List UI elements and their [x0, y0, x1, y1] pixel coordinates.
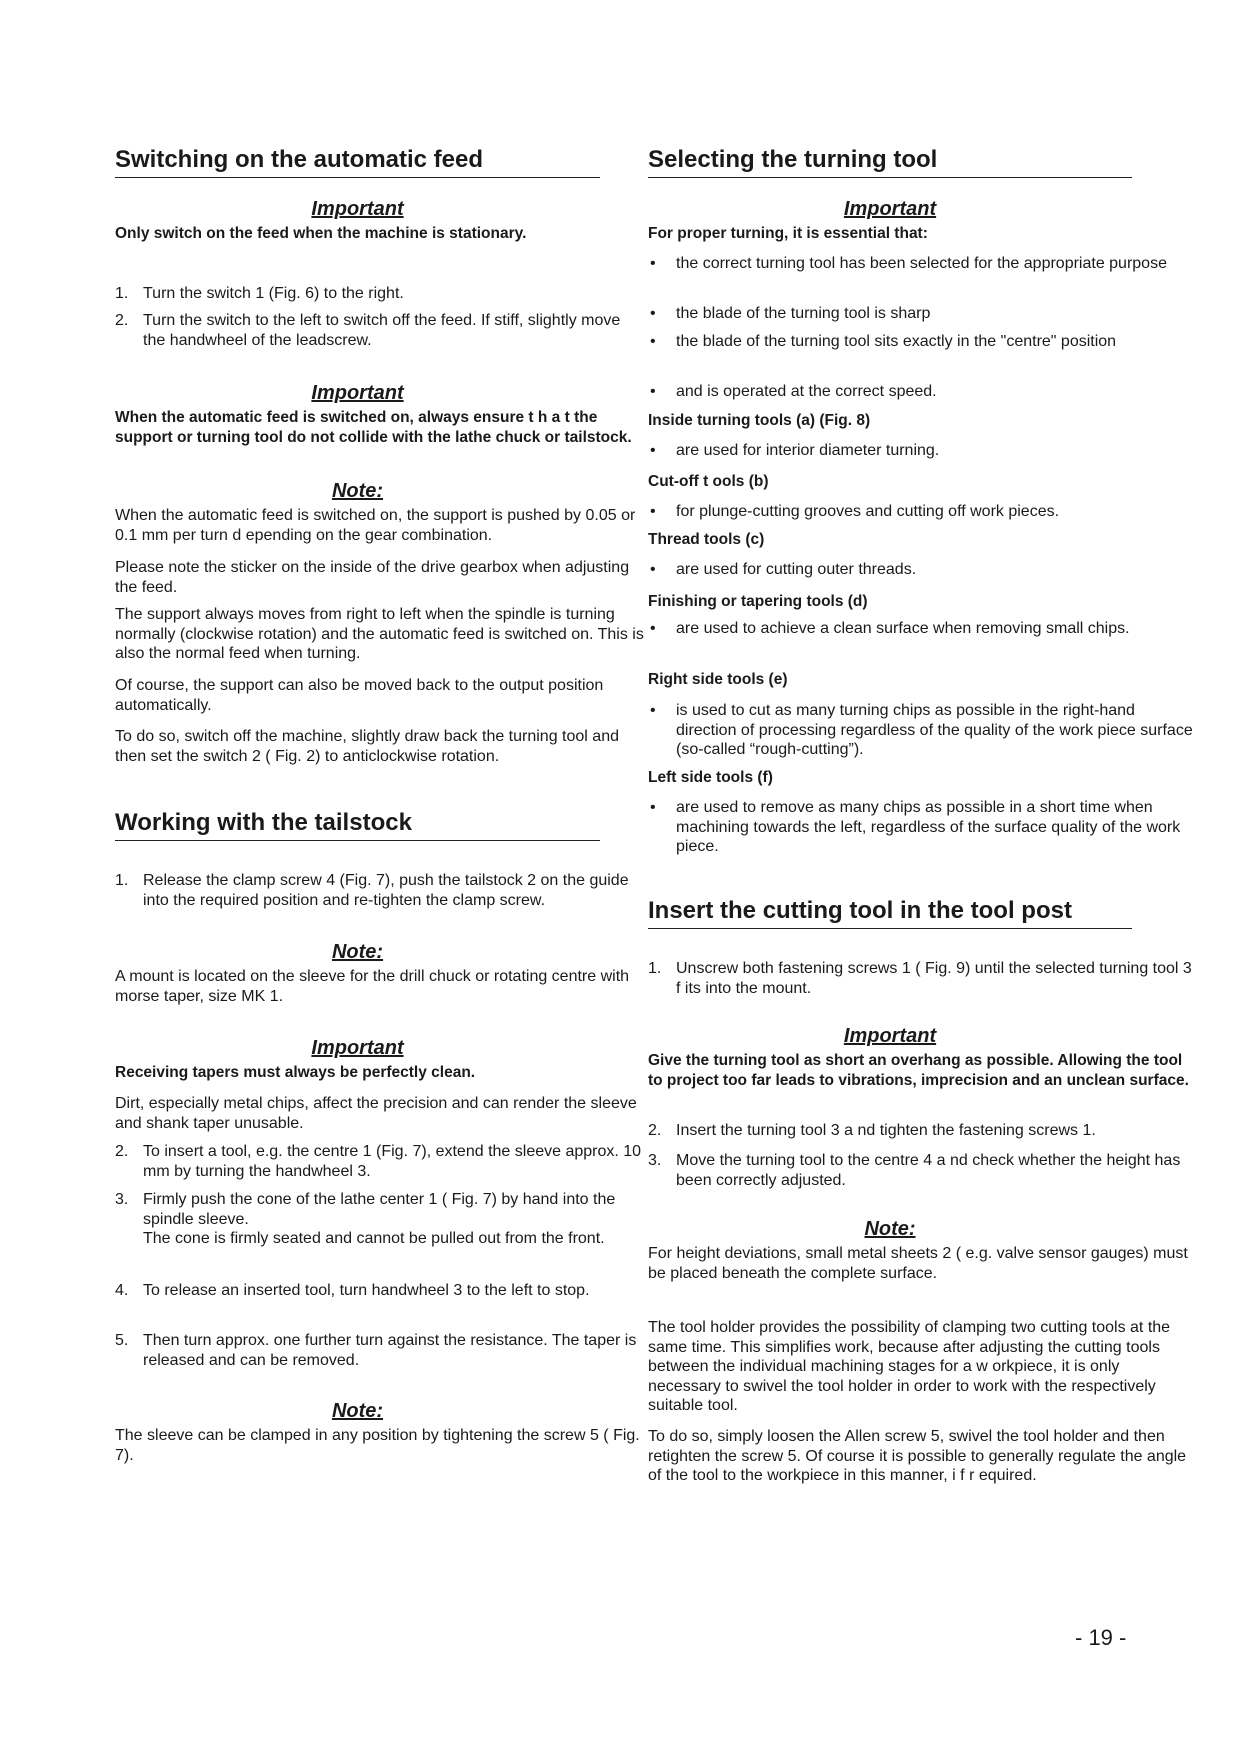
bullet-text: the blade of the turning tool is sharp — [676, 305, 931, 322]
tool-heading: Thread tools (c) — [648, 531, 765, 548]
list-text: Then turn approx. one further turn against the resistance. The taper is released and can be removed. — [143, 1332, 637, 1369]
bullet-icon: • — [650, 442, 656, 459]
paragraph: A mount is located on the sleeve for the drill chuck or rotating centre with morse taper, size MK 1. — [115, 968, 630, 1005]
important-text: When the automatic feed is switched on, always ensure t h a t the support or turning tool do not collide with the lathe chuck or tailstock. — [115, 409, 632, 446]
bullet-text: the blade of the turning tool sits exactly in the "centre" position — [676, 333, 1117, 350]
important-label: Important — [843, 1025, 937, 1047]
paragraph: Of course, the support can also be moved back to the output position automatically. — [115, 677, 604, 714]
page-number: - 19 - — [1075, 1625, 1127, 1650]
paragraph: To do so, simply loosen the Allen screw 5, swivel the tool holder and then retighten the screw 5. Of course it is possible to generally regulate the angle of the tool to the workpiece in this manner, i f r equired. — [648, 1428, 1187, 1484]
bullet-icon: • — [650, 702, 656, 719]
bullet-text: the correct turning tool has been selected for the appropriate purpose — [676, 255, 1167, 272]
bullet-icon: • — [650, 799, 656, 816]
list-number: 2. — [648, 1122, 662, 1139]
list-number: 4. — [115, 1282, 129, 1299]
bullet-icon: • — [650, 561, 656, 578]
note-label: Note: — [331, 1400, 384, 1422]
important-text: Give the turning tool as short an overhang as possible. Allowing the tool to project too far leads to vibrations, imprecision and an unclean surface. — [648, 1052, 1189, 1089]
list-item — [115, 871, 645, 910]
list-item — [115, 311, 645, 350]
section-title-automatic-feed: Switching on the automatic feed — [115, 145, 600, 178]
important-text: Receiving tapers must always be perfectly clean. — [115, 1064, 476, 1081]
bullet-item — [648, 560, 1196, 580]
list-text: Release the clamp screw 4 (Fig. 7), push the tailstock 2 on the guide into the required position and re-tighten the clamp screw. — [143, 872, 629, 909]
bullet-text: are used to achieve a clean surface when removing small chips. — [676, 620, 1130, 637]
list-number: 2. — [115, 1143, 129, 1160]
paragraph: The tool holder provides the possibility of clamping two cutting tools at the same time. This simplifies work, because after adjusting the cutting tools between the individual machining stages for a w orkpiece, it is only necessary to swivel the tool holder in order to work with the respectively suitable tool. — [648, 1319, 1171, 1414]
bullet-text: are used for interior diameter turning. — [676, 442, 940, 459]
paragraph: When the automatic feed is switched on, the support is pushed by 0.05 or 0.1 mm per turn d epending on the gear combination. — [115, 507, 636, 544]
list-item — [115, 1331, 645, 1370]
bullet-item — [648, 304, 1196, 324]
tool-heading: Right side tools (e) — [648, 671, 788, 688]
paragraph: The support always moves from right to left when the spindle is turning normally (clockwise rotation) and the automatic feed is switched on. This is also the normal feed when turning. — [115, 606, 644, 662]
paragraph: To do so, switch off the machine, slightly draw back the turning tool and then set the switch 2 ( Fig. 2) to anticlockwise rotation. — [115, 728, 619, 765]
bullet-icon: • — [650, 503, 656, 520]
bullet-item — [648, 332, 1196, 352]
bullet-item — [648, 441, 1196, 461]
bullet-text: is used to cut as many turning chips as possible in the right-hand direction of processing regardless of the quality of the work piece surface (so-called “rough-cutting”). — [676, 702, 1193, 758]
bullet-item — [648, 502, 1196, 522]
list-item — [648, 959, 1196, 998]
paragraph: For height deviations, small metal sheets 2 ( e.g. valve sensor gauges) must be placed beneath the complete surface. — [648, 1245, 1188, 1282]
bullet-icon: • — [650, 333, 656, 350]
list-text: Unscrew both fastening screws 1 ( Fig. 9) until the selected turning tool 3 f its into the mount. — [676, 960, 1192, 997]
list-number: 3. — [115, 1191, 129, 1208]
list-text: To insert a tool, e.g. the centre 1 (Fig. 7), extend the sleeve approx. 10 mm by turning the handwheel 3. — [143, 1143, 642, 1180]
note-label: Note: — [331, 941, 384, 963]
bullet-icon: • — [650, 305, 656, 322]
tool-heading: Left side tools (f) — [648, 769, 773, 786]
list-text: Move the turning tool to the centre 4 a nd check whether the height has been correctly adjusted. — [676, 1152, 1181, 1189]
section-title-tailstock: Working with the tailstock — [115, 808, 600, 841]
important-text: Only switch on the feed when the machine is stationary. — [115, 225, 527, 242]
bullet-text: are used for cutting outer threads. — [676, 561, 917, 578]
bullet-text: for plunge-cutting grooves and cutting off work pieces. — [676, 503, 1060, 520]
list-text: Turn the switch to the left to switch off the feed. If stiff, slightly move the handwheel of the leadscrew. — [143, 312, 621, 349]
tool-heading: Cut-off t ools (b) — [648, 473, 769, 490]
bullet-icon: • — [650, 255, 656, 272]
list-item — [115, 1281, 645, 1301]
list-number: 5. — [115, 1332, 129, 1349]
important-text: For proper turning, it is essential that: — [648, 225, 928, 242]
paragraph: Please note the sticker on the inside of the drive gearbox when adjusting the feed. — [115, 559, 630, 596]
bullet-icon: • — [650, 620, 656, 637]
bullet-text: are used to remove as many chips as possible in a short time when machining towards the left, regardless of the surface quality of the work piece. — [676, 799, 1181, 855]
list-item — [115, 1190, 645, 1249]
list-number: 1. — [115, 872, 129, 889]
paragraph: Dirt, especially metal chips, affect the precision and can render the sleeve and shank taper unusable. — [115, 1095, 637, 1132]
important-label: Important — [311, 198, 404, 220]
bullet-item — [648, 701, 1196, 760]
note-label: Note: — [864, 1218, 916, 1240]
list-item — [648, 1151, 1196, 1190]
section-title-insert-tool: Insert the cutting tool in the tool post — [648, 896, 1132, 929]
important-label: Important — [843, 198, 937, 220]
bullet-icon: • — [650, 383, 656, 400]
bullet-item — [648, 798, 1196, 857]
list-item — [648, 1121, 1196, 1141]
list-item — [115, 284, 645, 304]
list-text: Turn the switch 1 (Fig. 6) to the right. — [143, 285, 404, 302]
list-number: 1. — [648, 960, 662, 977]
important-label: Important — [311, 382, 404, 404]
list-text: To release an inserted tool, turn handwheel 3 to the left to stop. — [143, 1282, 590, 1299]
important-label: Important — [311, 1037, 404, 1059]
note-label: Note: — [331, 480, 384, 502]
tool-heading: Finishing or tapering tools (d) — [648, 593, 868, 610]
list-number: 3. — [648, 1152, 662, 1169]
list-text: Firmly push the cone of the lathe center 1 ( Fig. 7) by hand into the spindle sleeve. — [143, 1191, 616, 1228]
bullet-item — [648, 382, 1196, 402]
section-title-turning-tool: Selecting the turning tool — [648, 145, 1132, 178]
bullet-item — [648, 254, 1196, 274]
bullet-item — [648, 619, 1196, 639]
list-number: 2. — [115, 312, 129, 329]
list-text-continued: The cone is firmly seated and cannot be pulled out from the front. — [143, 1230, 605, 1247]
list-text: Insert the turning tool 3 a nd tighten the fastening screws 1. — [676, 1122, 1096, 1139]
list-number: 1. — [115, 285, 129, 302]
paragraph: The sleeve can be clamped in any position by tightening the screw 5 ( Fig. 7). — [115, 1427, 640, 1464]
list-item — [115, 1142, 645, 1181]
bullet-text: and is operated at the correct speed. — [676, 383, 937, 400]
tool-heading: Inside turning tools (a) (Fig. 8) — [648, 412, 871, 429]
